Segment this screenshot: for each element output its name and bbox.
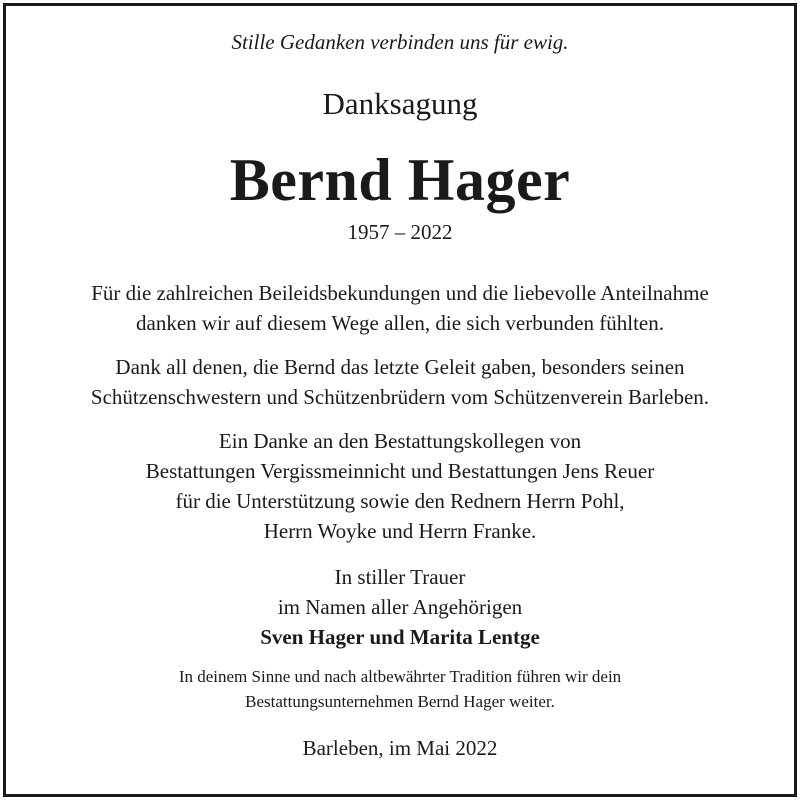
life-years: 1957 – 2022 xyxy=(347,220,453,244)
motto: Stille Gedanken verbinden uns für ewig. xyxy=(231,30,569,54)
tradition-line: In deinem Sinne und nach altbewährter Tradition führen wir dein xyxy=(178,667,622,686)
signatories: Sven Hager und Marita Lentge xyxy=(260,625,540,649)
escort-paragraph xyxy=(0,352,800,412)
colleagues-line: Ein Danke an den Bestattungskollegen von xyxy=(218,429,582,453)
colleagues-line: Bestattungen Vergissmeinnicht und Bestattungen Jens Reuer xyxy=(145,459,655,483)
thanks-paragraph xyxy=(0,278,800,338)
mourning-line: In stiller Trauer xyxy=(334,565,466,589)
colleagues-line: für die Unterstützung sowie den Rednern Herrn Pohl, xyxy=(175,489,625,513)
deceased-name: Bernd Hager xyxy=(229,147,571,213)
thanks-line: Für die zahlreichen Beileidsbekundungen und die liebevolle Anteilnahme xyxy=(91,281,709,305)
place-date: Barleben, im Mai 2022 xyxy=(302,736,498,760)
colleagues-line: Herrn Woyke und Herrn Franke. xyxy=(263,519,537,543)
tradition-line: Bestattungsunternehmen Bernd Hager weiter. xyxy=(245,692,555,711)
colleagues-paragraph xyxy=(0,426,800,546)
mourning-line: im Namen aller Angehörigen xyxy=(277,595,523,619)
tradition-note xyxy=(0,664,800,714)
escort-line: Dank all denen, die Bernd das letzte Geleit gaben, besonders seinen xyxy=(115,355,685,379)
heading: Danksagung xyxy=(322,86,478,121)
escort-line: Schützenschwestern und Schützenbrüdern vom Schützenverein Barleben. xyxy=(90,385,710,409)
mourning-block xyxy=(0,562,800,652)
thanks-line: danken wir auf diesem Wege allen, die sich verbunden fühlten. xyxy=(136,311,664,335)
